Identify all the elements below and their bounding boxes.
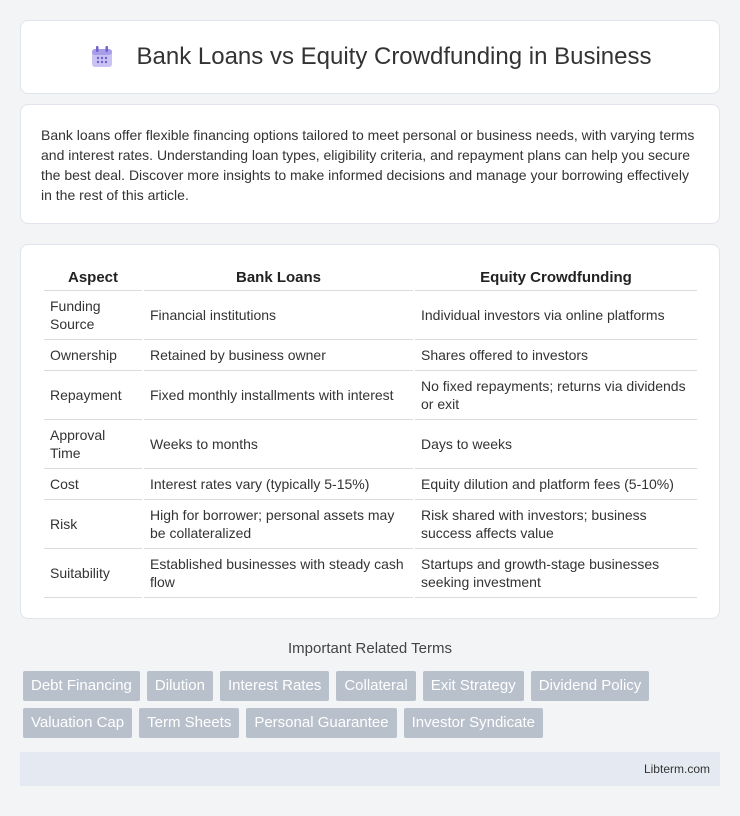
table-cell: Funding Source xyxy=(44,291,142,340)
tag-investor-syndicate[interactable]: Investor Syndicate xyxy=(404,708,543,738)
tag-term-sheets[interactable]: Term Sheets xyxy=(139,708,239,738)
calendar-icon xyxy=(89,44,115,70)
intro-card xyxy=(20,104,720,224)
table-cell: Startups and growth-stage businesses seeking investment xyxy=(415,549,697,598)
table-cell: Repayment xyxy=(44,371,142,420)
table-cell: Days to weeks xyxy=(415,420,697,469)
table-cell: Risk xyxy=(44,500,142,549)
table-cell: No fixed repayments; returns via dividends or exit xyxy=(415,371,697,420)
table-header-row xyxy=(44,265,697,291)
table-cell: Approval Time xyxy=(44,420,142,469)
table-cell: Cost xyxy=(44,469,142,500)
table-cell: High for borrower; personal assets may be collateralized xyxy=(144,500,413,549)
tag-collateral[interactable]: Collateral xyxy=(336,671,415,701)
header-card xyxy=(20,20,720,94)
table-cell: Weeks to months xyxy=(144,420,413,469)
tag-personal-guarantee[interactable]: Personal Guarantee xyxy=(246,708,396,738)
tag-dividend-policy[interactable]: Dividend Policy xyxy=(531,671,650,701)
table-cell: Retained by business owner xyxy=(144,340,413,371)
table-cell: Suitability xyxy=(44,549,142,598)
table-cell: Established businesses with steady cash flow xyxy=(144,549,413,598)
table-row xyxy=(44,420,697,469)
table-row xyxy=(44,469,697,500)
table-cell: Interest rates vary (typically 5-15%) xyxy=(144,469,413,500)
related-terms-title: Important Related Terms xyxy=(288,640,452,657)
intro-text: Bank loans offer flexible financing options tailored to meet personal or business needs, with varying terms and interest rates. Understanding loan types, eligibility criteria, and repayment plans can help you secure the best deal. Discover more insights to make informed decisions and manage your borrowing effectively in the rest of this article. xyxy=(41,127,695,203)
page-title: Bank Loans vs Equity Crowdfunding in Business xyxy=(136,43,652,70)
tag-interest-rates[interactable]: Interest Rates xyxy=(220,671,329,701)
footer xyxy=(20,752,720,786)
table-cell: Equity dilution and platform fees (5-10%) xyxy=(415,469,697,500)
table-cell: Individual investors via online platforms xyxy=(415,291,697,340)
related-terms-list xyxy=(23,671,713,738)
table-cell: Financial institutions xyxy=(144,291,413,340)
table-row xyxy=(44,549,697,598)
header-bank-loans: Bank Loans xyxy=(144,265,413,291)
footer-site-link[interactable]: Libterm.com xyxy=(643,762,710,776)
table-cell: Risk shared with investors; business success affects value xyxy=(415,500,697,549)
table-row xyxy=(44,340,697,371)
table-cell: Fixed monthly installments with interest xyxy=(144,371,413,420)
tag-exit-strategy[interactable]: Exit Strategy xyxy=(423,671,524,701)
tag-valuation-cap[interactable]: Valuation Cap xyxy=(23,708,132,738)
header-equity-crowdfunding: Equity Crowdfunding xyxy=(415,265,697,291)
table-row xyxy=(44,371,697,420)
table-cell: Ownership xyxy=(44,340,142,371)
table-cell: Shares offered to investors xyxy=(415,340,697,371)
header-aspect: Aspect xyxy=(44,265,142,291)
table-row xyxy=(44,291,697,340)
tag-debt-financing[interactable]: Debt Financing xyxy=(23,671,140,701)
table-row xyxy=(44,500,697,549)
comparison-table xyxy=(42,265,699,598)
tag-dilution[interactable]: Dilution xyxy=(147,671,213,701)
comparison-table-card xyxy=(20,244,720,619)
